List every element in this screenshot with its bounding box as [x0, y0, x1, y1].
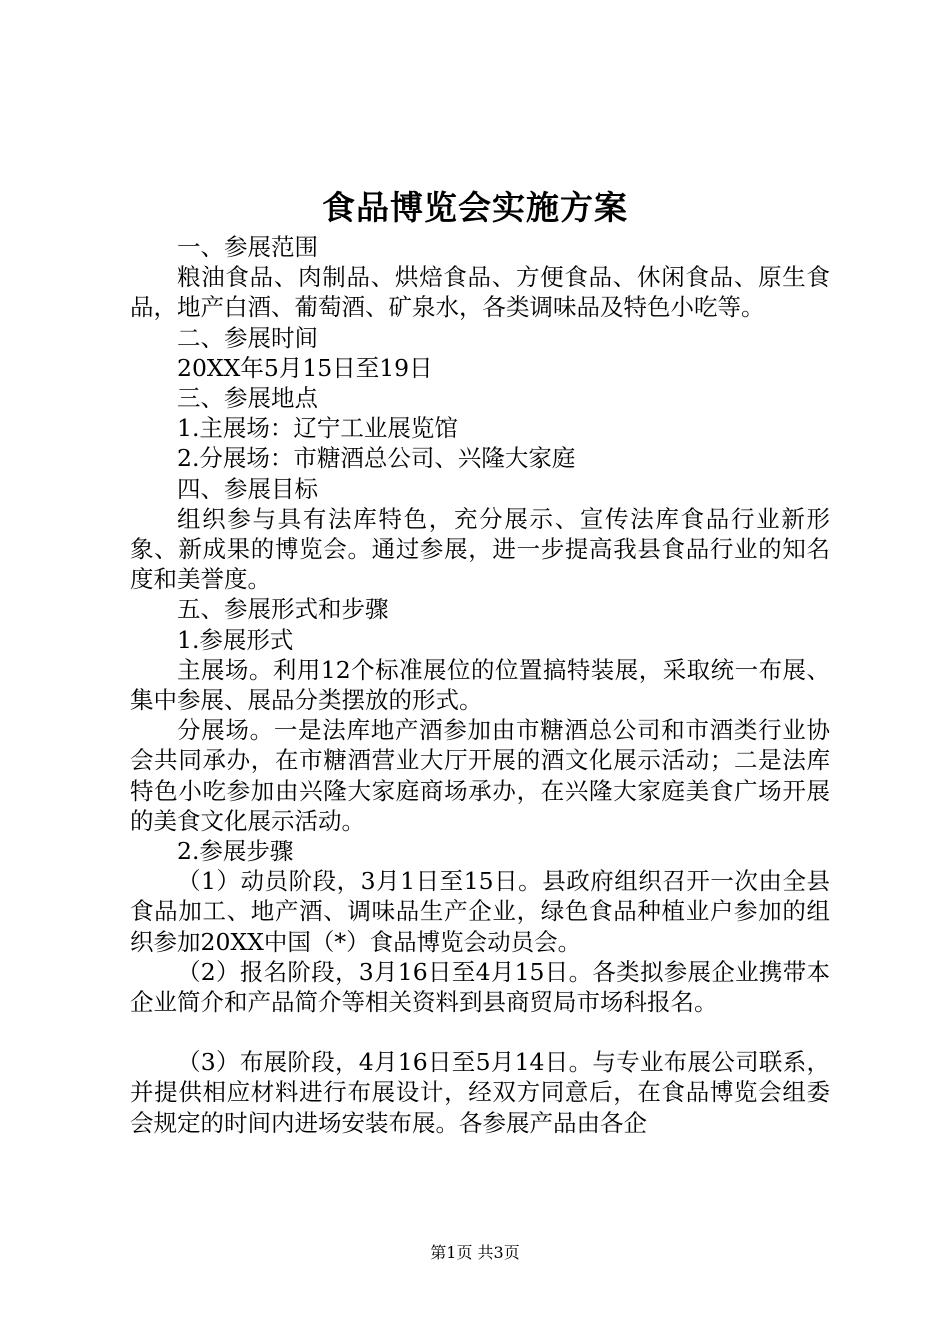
page-number-footer: 第1页 共3页 [430, 1243, 520, 1262]
paragraph: 2.分展场：市糖酒总公司、兴隆大家庭 [177, 444, 576, 473]
paragraph: （3）布展阶段，4月16日至5月14日。与专业布展公司联系，并提供相应材料进行布展设计，经双方同意后，在食品博览会组委会规定的时间内进场安装布展。各参展产品由各企 [130, 1048, 830, 1137]
subsection-heading: 1.参展形式 [177, 625, 294, 654]
paragraph: （1）动员阶段，3月1日至15日。县政府组织召开一次由全县食品加工、地产酒、调味品生产企业，绿色食品种植业户参加的组织参加20XX中国（*）食品博览会动员会。 [130, 867, 830, 956]
section-heading: 三、参展地点 [177, 384, 318, 413]
document-body [130, 232, 830, 1138]
paragraph: 主展场。利用12个标准展位的位置搞特装展，采取统一布展、集中参展、展品分类摆放的形式。 [130, 655, 830, 715]
paragraph: 分展场。一是法库地产酒参加由市糖酒总公司和市酒类行业协会共同承办，在市糖酒营业大厅开展的酒文化展示活动；二是法库特色小吃参加由兴隆大家庭商场承办，在兴隆大家庭美食广场开展的美食文化展示活动。 [130, 716, 830, 835]
section-heading: 一、参展范围 [177, 233, 318, 261]
section-heading: 二、参展时间 [177, 323, 318, 352]
paragraph: 粮油食品、肉制品、烘焙食品、方便食品、休闲食品、原生食品，地产白酒、葡萄酒、矿泉水，各类调味品及特色小吃等。 [130, 263, 830, 322]
section-heading: 五、参展形式和步骤 [177, 595, 389, 624]
document-title: 食品博览会实施方案 [322, 188, 628, 227]
paragraph: 组织参与具有法库特色，充分展示、宣传法库食品行业新形象、新成果的博览会。通过参展，进一步提高我县食品行业的知名度和美誉度。 [130, 504, 830, 594]
paragraph: 20XX年5月15日至19日 [177, 353, 433, 382]
section-heading: 四、参展目标 [177, 474, 318, 503]
paragraph: 1.主展场：辽宁工业展览馆 [177, 414, 458, 443]
paragraph: （2）报名阶段，3月16日至4月15日。各类拟参展企业携带本企业简介和产品简介等相关资料到县商贸局市场科报名。 [130, 957, 830, 1017]
subsection-heading: 2.参展步骤 [177, 837, 294, 866]
